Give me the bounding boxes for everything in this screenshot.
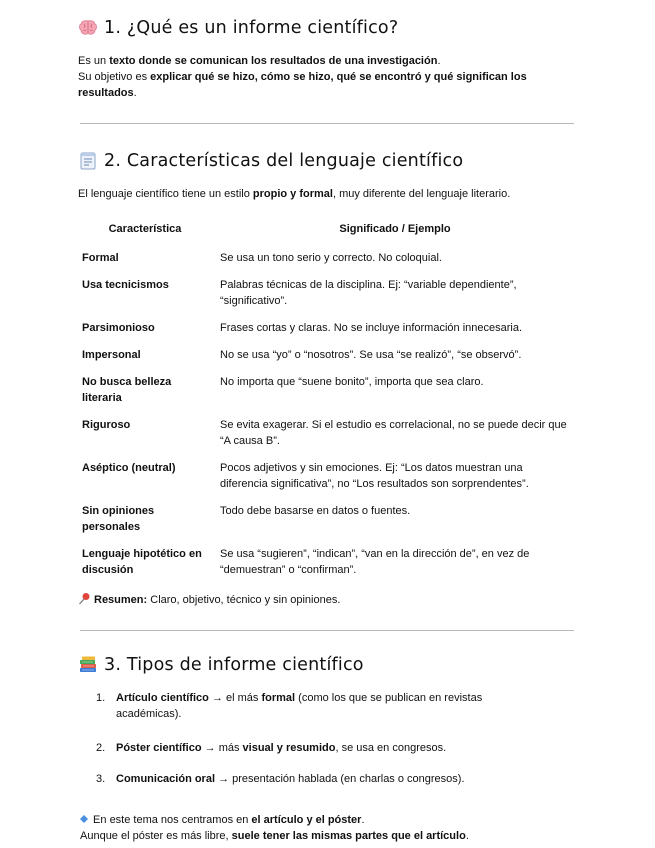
table-cell: No se usa “yo” o “nosotros”. Se usa “se realizó”, “se observó”. [220, 349, 522, 361]
table-header-row [76, 218, 576, 246]
text-span: . [133, 87, 137, 99]
text-span: → más [201, 742, 243, 754]
bold-text: el artículo y el póster [251, 814, 362, 826]
books-icon [78, 655, 98, 675]
table-cell: Se usa un tono serio y correcto. No coloquial. [220, 252, 442, 264]
table-cell: Aséptico (neutral) [82, 462, 176, 474]
section-2-intro [78, 186, 578, 202]
text-span: → presentación hablada (en charlas o congresos). [215, 773, 465, 785]
column-header: Característica [108, 223, 182, 235]
table-cell: Parsimonioso [82, 322, 155, 334]
table-row [76, 273, 576, 316]
table-cell: Impersonal [82, 349, 141, 361]
summary-label: Resumen: [94, 594, 148, 606]
table-cell: Palabras técnicas de la disciplina. Ej: “variable dependiente”, “significativo”. [220, 279, 517, 307]
table-row [76, 542, 576, 585]
list-item [96, 690, 516, 722]
bold-text: Artículo científico [116, 692, 209, 704]
bold-text: formal [261, 692, 296, 704]
section-2-heading [78, 151, 463, 171]
bold-text: visual y resumido [242, 742, 336, 754]
column-header: Significado / Ejemplo [339, 223, 451, 235]
list-item [96, 771, 516, 787]
section-1-title: 1. ¿Qué es un informe científico? [104, 18, 399, 38]
table-cell: Lenguaje hipotético en discusión [82, 548, 202, 576]
text-span: El lenguaje científico tiene un estilo [78, 188, 253, 200]
text-span: → el más [208, 692, 262, 704]
divider [80, 630, 574, 631]
table-row [76, 246, 576, 273]
bold-text: Comunicación oral [116, 773, 216, 785]
table-row [76, 499, 576, 542]
text-span: Es un [78, 55, 110, 67]
blue-diamond-icon [80, 812, 88, 820]
section-1-paragraph [78, 53, 578, 101]
list-number: 3. [96, 773, 106, 785]
text-span: Su objetivo es [78, 71, 151, 83]
section-1-heading [78, 18, 398, 38]
bold-text: explicar qué se hizo, cómo se hizo, qué se encontró y qué significan los resultados [78, 71, 527, 99]
text-span: . [361, 814, 365, 826]
memo-icon [78, 151, 98, 171]
table-cell: Usa tecnicismos [82, 279, 169, 291]
brain-icon [78, 18, 98, 38]
text-span: (como los que se publican en revistas académicas). [116, 692, 483, 720]
bold-text: propio y formal [252, 188, 333, 200]
text-span: , muy diferente del lenguaje literario. [332, 188, 511, 200]
section-2-title: 2. Características del lenguaje científico [104, 151, 464, 171]
table-cell: No importa que “suene bonito”, importa que sea claro. [220, 376, 484, 388]
table-row [76, 413, 576, 456]
bold-text: texto donde se comunican los resultados de una investigación [109, 55, 438, 67]
pushpin-icon [78, 592, 91, 605]
table-cell: Pocos adjetivos y sin emociones. Ej: “Los datos muestran una diferencia significativa”, no “Los resultados son sorprendentes”. [220, 462, 529, 490]
summary-line [78, 592, 578, 608]
text-span: . [437, 55, 441, 67]
table-cell: Formal [82, 252, 119, 264]
closing-note [80, 812, 580, 844]
table-row [76, 456, 576, 499]
list-number: 1. [96, 692, 106, 704]
bold-text: Póster científico [116, 742, 202, 754]
table-cell: No busca belleza literaria [82, 376, 172, 404]
bold-text: suele tener las mismas partes que el artículo [231, 830, 466, 842]
table-row [76, 316, 576, 343]
list-number: 2. [96, 742, 106, 754]
report-types-list [96, 690, 516, 787]
table-cell: Sin opiniones personales [82, 505, 155, 533]
characteristics-table [76, 218, 576, 585]
text-span: , se usa en congresos. [335, 742, 447, 754]
text-span: Aunque el póster es más libre, [80, 830, 232, 842]
table-cell: Se usa “sugieren”, “indican”, “van en la dirección de”, en vez de “demuestran” o “confirman”. [220, 548, 530, 576]
table-row [76, 370, 576, 413]
summary-text: Claro, objetivo, técnico y sin opiniones. [147, 594, 341, 606]
table-row [76, 343, 576, 370]
list-item [96, 740, 516, 756]
table-cell: Se evita exagerar. Si el estudio es correlacional, no se puede decir que “A causa B”. [220, 419, 567, 447]
text-span: . [465, 830, 469, 842]
table-cell: Riguroso [82, 419, 131, 431]
text-span: En este tema nos centramos en [90, 814, 252, 826]
table-cell: Todo debe basarse en datos o fuentes. [220, 505, 411, 517]
divider [80, 123, 574, 124]
section-3-heading [78, 655, 364, 675]
table-cell: Frases cortas y claras. No se incluye información innecesaria. [220, 322, 523, 334]
section-3-title: 3. Tipos de informe científico [104, 655, 364, 675]
